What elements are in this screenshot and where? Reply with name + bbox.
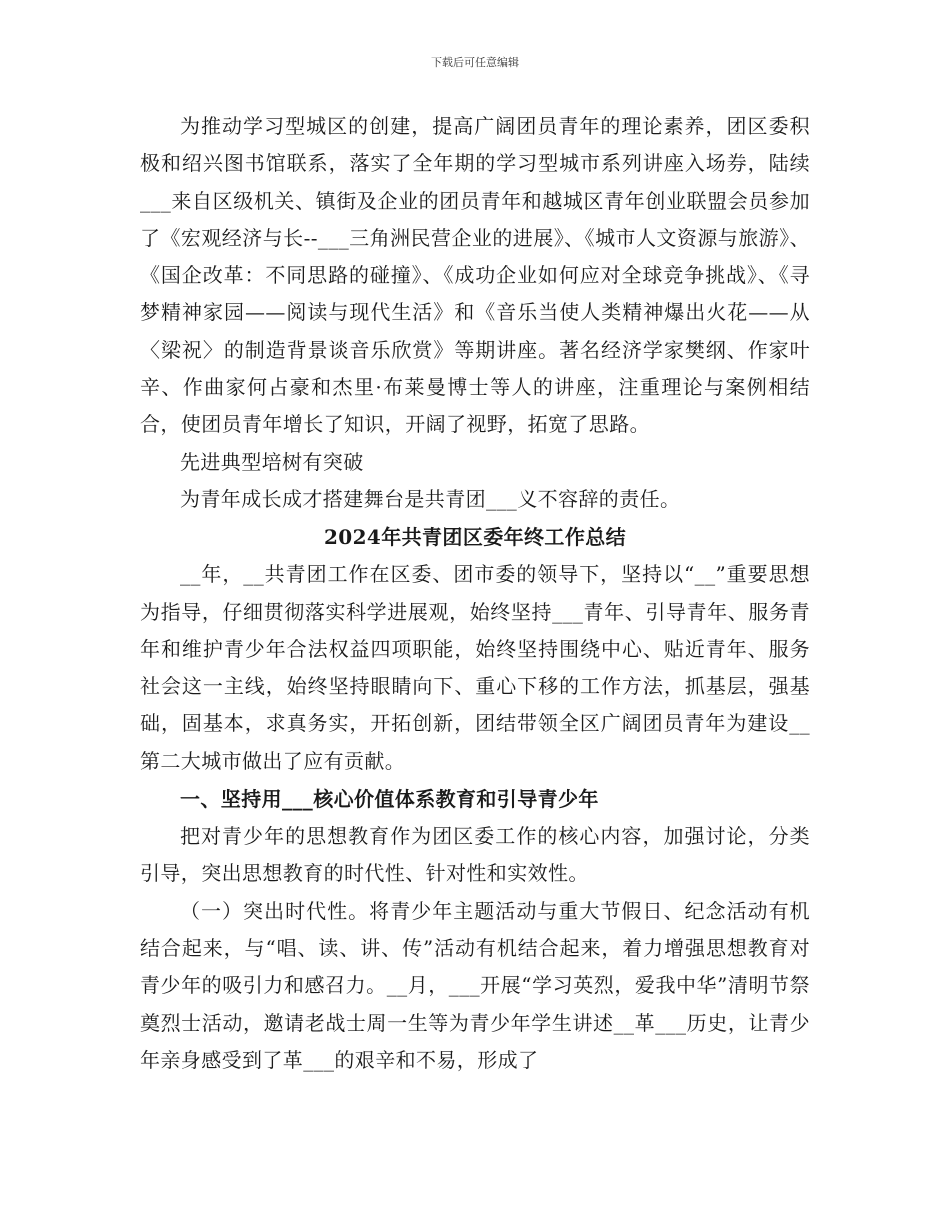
page-header: 下载后可任意编辑 bbox=[431, 56, 519, 69]
paragraph-ideological-education: 把对青少年的思想教育作为团区委工作的核心内容，加强讨论，分类引导，突出思想教育的时代性、针对性和实效性。 bbox=[140, 824, 810, 886]
paragraph-youth-stage: 为青年成长成才搭建舞台是共青团___义不容辞的责任。 bbox=[180, 486, 681, 511]
subheading-advanced-models: 先进典型培树有突破 bbox=[180, 449, 364, 474]
paragraph-annual-overview: __年，__共青团工作在区委、团市委的领导下，坚持以“__”重要思想为指导，仔细贯彻落实科学进展观，始终坚持___青年、引导青年、服务青年和维护青少年合法权益四项职能，始终坚持围绕中心、贴近青年、服务社会这一主线，始终坚持眼睛向下、重心下移的工作方法，抓基层，强基础，固基本，求真务实，开拓创新，团结带领全区广阔团员青年为建设__第二大城市做出了应有贡献。 bbox=[140, 562, 810, 773]
document-body bbox=[140, 108, 810, 1079]
section-heading-core-values: 一、坚持用___核心价值体系教育和引导青少年 bbox=[180, 787, 599, 812]
paragraph-lecture-series: 为推动学习型城区的创建，提高广阔团员青年的理论素养，团区委积极和绍兴图书馆联系，落实了全年期的学习型城市系列讲座入场券，陆续___来自区级机关、镇街及企业的团员青年和越城区青年创业联盟会员参加了《宏观经济与长--___三角洲民营企业的进展》、《城市人文资源与旅游》、《国企改革：不同思路的碰撞》、《成功企业如何应对全球竞争挑战》、《寻梦精神家园——阅读与现代生活》和《音乐当使人类精神爆出火花——从〈梁祝〉的制造背景谈音乐欣赏》等期讲座。著名经济学家樊纲、作家叶辛、作曲家何占豪和杰里·布莱曼博士等人的讲座，注重理论与案例相结合，使团员青年增长了知识，开阔了视野，拓宽了思路。 bbox=[140, 114, 810, 437]
document-title: 2024年共青团区委年终工作总结 bbox=[323, 525, 627, 550]
paragraph-timeliness: （一）突出时代性。将青少年主题活动与重大节假日、纪念活动有机结合起来，与“唱、读、讲、传”活动有机结合起来，着力增强思想教育对青少年的吸引力和感召力。__月，___开展“学习英烈，爱我中华”清明节祭奠烈士活动，邀请老战士周一生等为青少年学生讲述__革___历史，让青少年亲身感受到了革___的艰辛和不易，形成了 bbox=[140, 898, 810, 1072]
